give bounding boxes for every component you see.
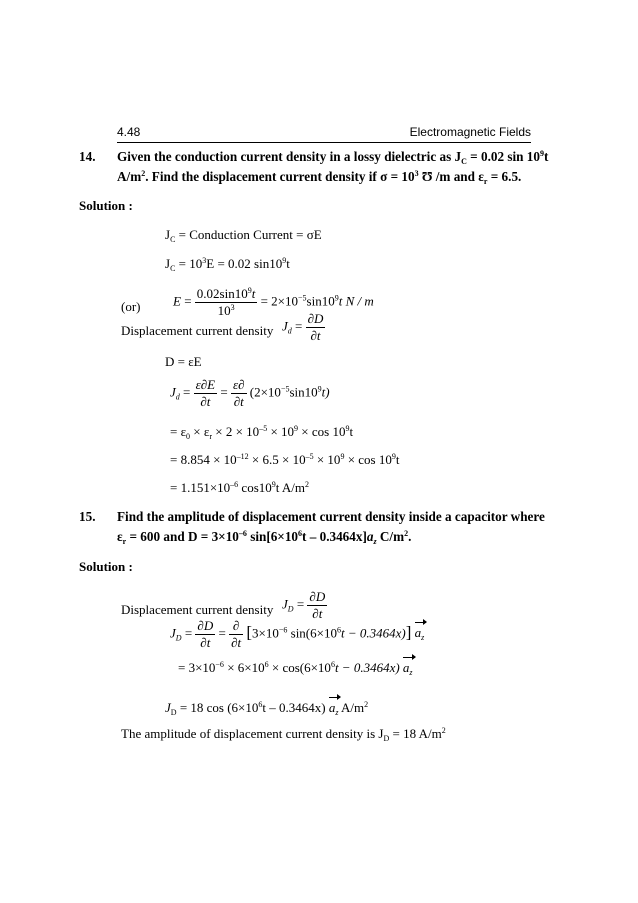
jD-definition: $J_D$ = $\frac{\partial D}{\partial t}$ — [282, 589, 326, 621]
q15-line2: $\varepsilon_r = 600$ and $D = 3\times 10^{-6}$ $\sin[6\times 10^6t - 0.3464x]a_z$ $C/m^2$. — [117, 529, 412, 546]
jD-expanded: = $3\times 10^{-6} \times 6\times 10^6 \times \cos(6\times 10^6t - 0.3464x)$ $a_z$ — [178, 660, 413, 677]
q14-line2: $A/m^2$. Find the displacement current density if $\sigma = 10^3$ Ʊ /m and $\varepsilon_r = 6.5$. — [117, 169, 522, 186]
jD-derivative: $J_D$ = $\frac{\partial D}{\partial t}$ = $\frac{\partial}{\partial t}$ [$3\times 10^{-6}$ $\sin(6\times 10^6t - 0.3464x)$] $a_z$ — [170, 618, 425, 650]
jd-derivative: $J_d$ = $\frac{\varepsilon\partial E}{\partial t}$ = $\frac{\varepsilon\partial}{\partial t}$ $(2\times 10^{-5}\sin 10^9t)$ — [170, 377, 330, 409]
q15-number: 15. — [79, 509, 96, 524]
header-rule — [117, 142, 531, 143]
sol14-jc-eq: $J_C = 10^3E = 0.02$ $\sin 10^9t$ — [165, 256, 290, 273]
e-field-equation: E = $\frac{0.02\sin 10^9t}{10^3}$ = $2\times 10^{-5}\sin 10^9t$ N / m — [173, 286, 374, 318]
solution15-heading: Solution : — [79, 559, 133, 574]
solution14-heading: Solution : — [79, 198, 133, 213]
jd-definition: $J_d$ = $\frac{\partial D}{\partial t}$ — [282, 311, 324, 343]
book-title: Electromagnetic Fields — [409, 125, 531, 139]
page-number: 4.48 — [117, 125, 141, 139]
displacement-label-15: Displacement current density — [121, 602, 274, 617]
conclusion: The amplitude of displacement current density is $J_D = 18$ $A/m^2$ — [121, 726, 446, 743]
sol14-jc-def: $J_C$ = Conduction Current = σE — [165, 227, 322, 244]
sol14-step1: = $\varepsilon_0 \times \varepsilon_r \times 2 \times 10^{-5} \times 10^9 \times \cos 10^9t$ — [170, 424, 354, 441]
sol14-result: = $1.151\times 10^{-6}$ $\cos 10^9t$ $A/m^2$ — [170, 480, 310, 495]
q15-line1: Find the amplitude of displacement current density inside a capacitor where — [117, 509, 545, 524]
az-unit-vector: $a_z$ — [414, 625, 425, 643]
jD-final: $J_D = 18$ $\cos (6\times 10^6t - 0.3464x)$ $a_z$ $A/m^2$ — [165, 700, 369, 717]
sol14-step2: = $8.854 \times 10^{-12} \times 6.5 \times 10^{-5} \times 10^9 \times \cos 10^9t$ — [170, 452, 400, 467]
q14-line1: Given the conduction current density in a lossy dielectric as $J_C = 0.02$ $\sin 10^9t$ — [117, 149, 549, 166]
q14-number: 14. — [79, 149, 96, 164]
d-equals-eps-e: D = εE — [165, 354, 202, 369]
or-label: (or) — [121, 299, 141, 314]
displacement-label-14: Displacement current density — [121, 323, 274, 338]
